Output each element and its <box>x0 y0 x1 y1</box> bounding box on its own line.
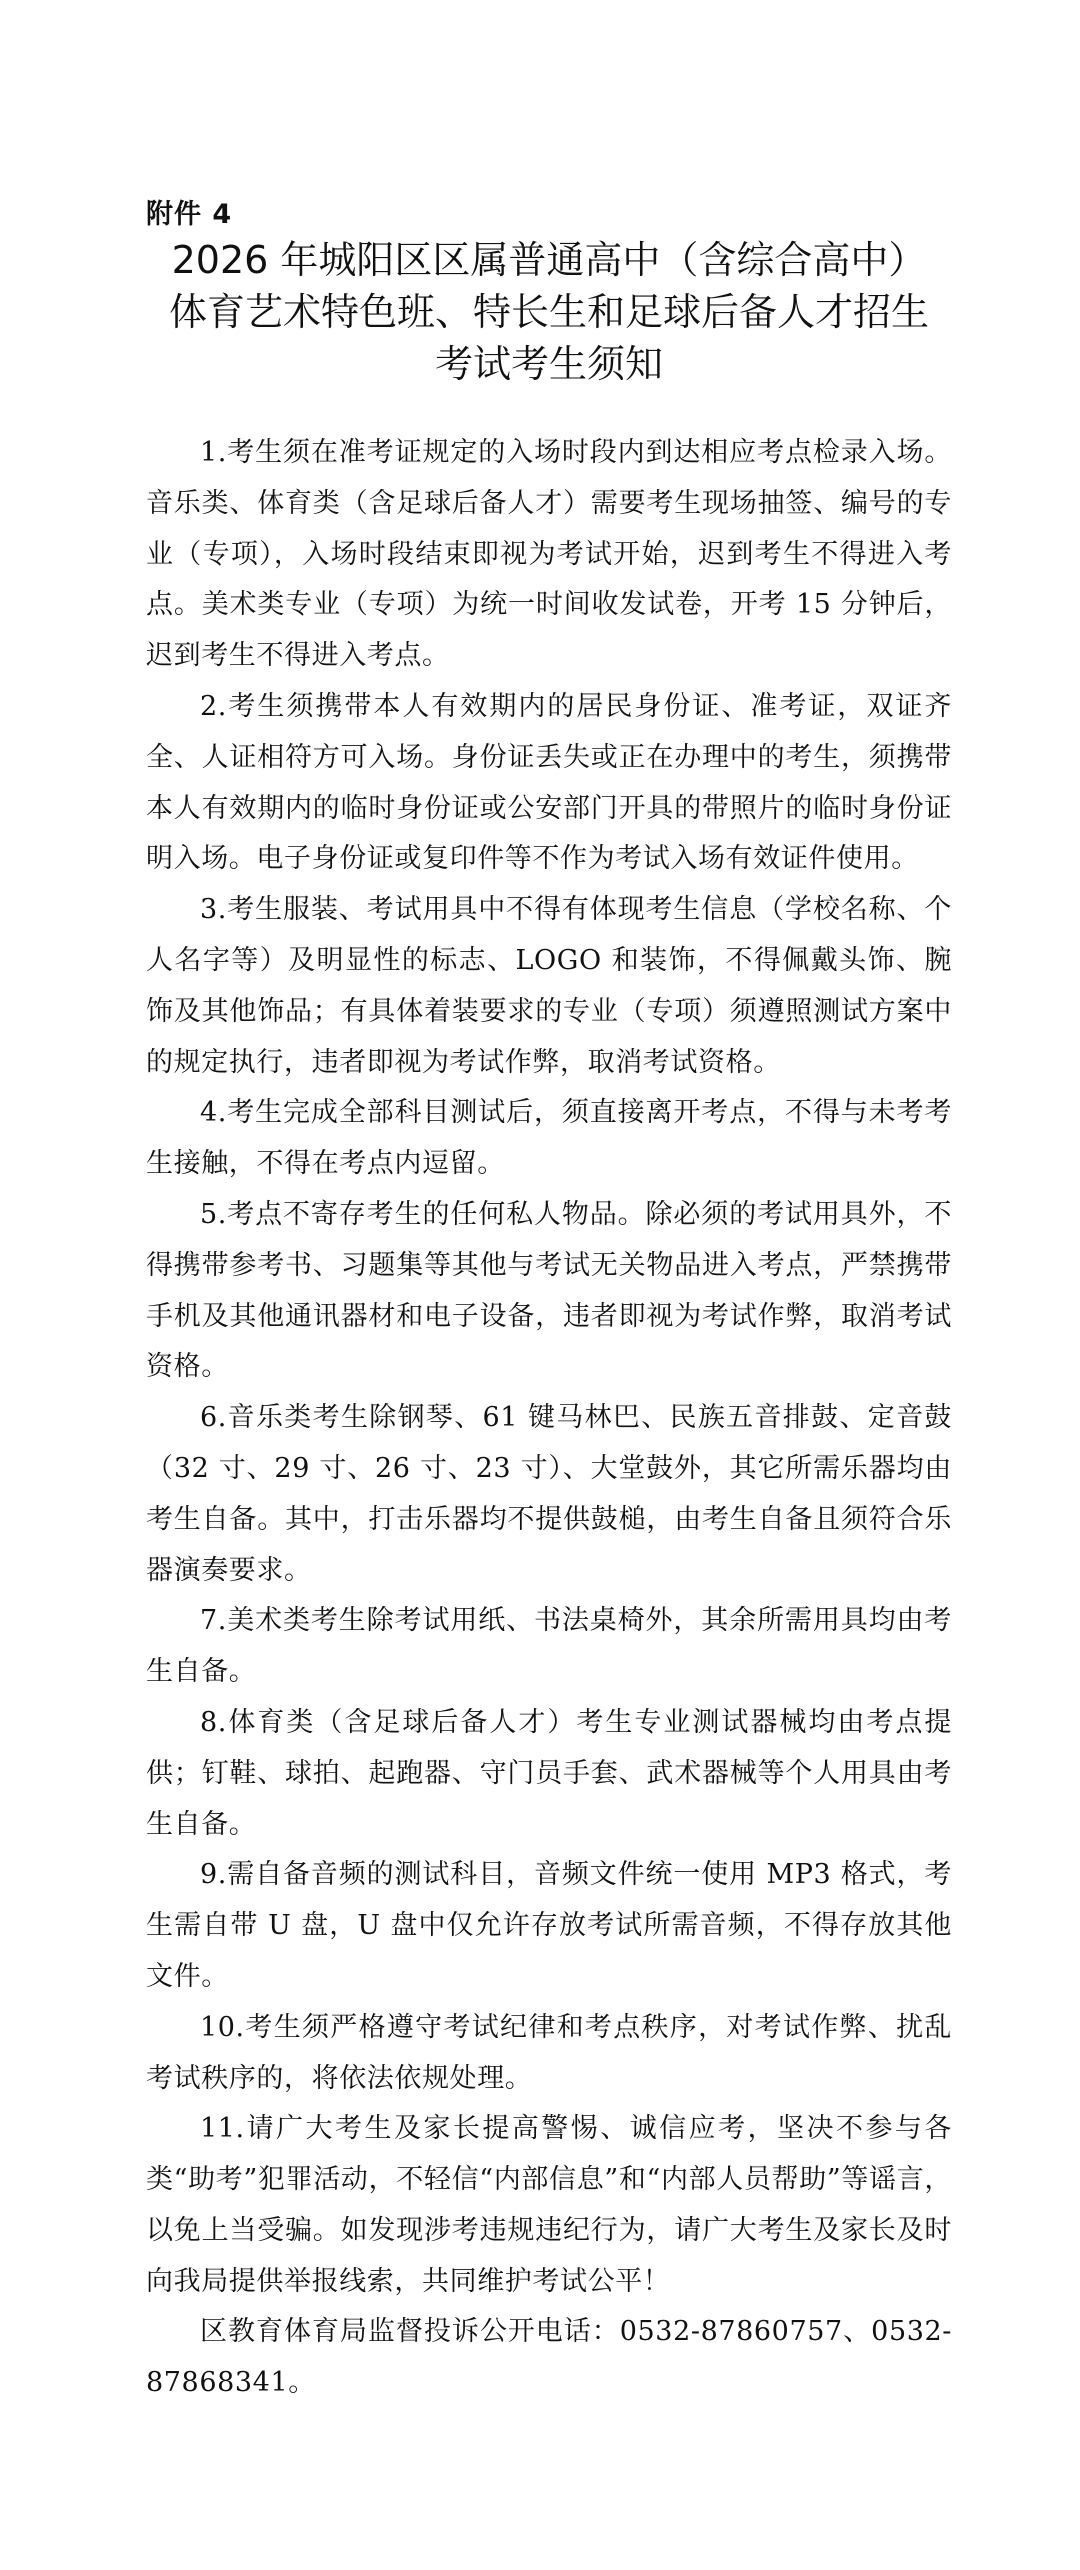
paragraph-1: 1.考生须在准考证规定的入场时段内到达相应考点检录入场。音乐类、体育类（含足球后备人才）需要考生现场抽签、编号的专业（专项），入场时段结束即视为考试开始，迟到考生不得进入考点。美术类专业（专项）为统一时间收发试卷，开考 15 分钟后，迟到考生不得进入考点。 <box>146 437 952 672</box>
paragraph-7: 7.美术类考生除考试用纸、书法桌椅外，其余所需用具均由考生自备。 <box>146 1605 952 1688</box>
paragraph-3: 3.考生服装、考试用具中不得有体现考生信息（学校名称、个人名字等）及明显性的标志、LOGO 和装饰，不得佩戴头饰、腕饰及其他饰品；有具体着装要求的专业（专项）须遵照测试方案中的规定执行，违者即视为考试作弊，取消考试资格。 <box>146 894 952 1078</box>
paragraph-8: 8.体育类（含足球后备人才）考生专业测试器械均由考点提供；钉鞋、球拍、起跑器、守门员手套、武术器械等个人用具由考生自备。 <box>146 1706 952 1840</box>
paragraph-11: 11.请广大考生及家长提高警惕、诚信应考，坚决不参与各类“助考”犯罪活动，不轻信“内部信息”和“内部人员帮助”等谣言，以免上当受骗。如发现涉考违规违纪行为，请广大考生及家长及时向我局提供举报线索，共同维护考试公平！ <box>146 2113 952 2297</box>
paragraph-6: 6.音乐类考生除钢琴、61 键马林巴、民族五音排鼓、定音鼓（32 寸、29 寸、26 寸、23 寸）、大堂鼓外，其它所需乐器均由考生自备。其中，打击乐器均不提供鼓槌，由考生自备且须符合乐器演奏要求。 <box>146 1402 952 1586</box>
paragraph-5: 5.考点不寄存考生的任何私人物品。除必须的考试用具外，不得携带参考书、习题集等其他与考试无关物品进入考点，严禁携带手机及其他通讯器材和电子设备，违者即视为考试作弊，取消考试资格。 <box>146 1198 952 1383</box>
paragraph-9: 9.需自备音频的测试科目，音频文件统一使用 MP3 格式，考生需自带 U 盘，U 盘中仅允许存放考试所需音频，不得存放其他文件。 <box>146 1859 952 1992</box>
title-line: 考试考生须知 <box>434 342 663 386</box>
document-body <box>146 428 952 2409</box>
title-line: 2026 年城阳区区属普通高中（含综合高中） <box>171 238 927 282</box>
paragraph-4: 4.考生完成全部科目测试后，须直接离开考点，不得与未考考生接触，不得在考点内逗留。 <box>146 1097 952 1180</box>
paragraph-10: 10.考生须严格遵守考试纪律和考点秩序，对考试作弊、扰乱考试秩序的，将依法依规处理。 <box>146 2011 952 2094</box>
attachment-label: 附件 4 <box>146 199 233 230</box>
complaint-hotline: 区教育体育局监督投诉公开电话：0532-87860757、0532-87868341。 <box>146 2316 952 2399</box>
paragraph-2: 2.考生须携带本人有效期内的居民身份证、准考证，双证齐全、人证相符方可入场。身份证丢失或正在办理中的考生，须携带本人有效期内的临时身份证或公安部门开具的带照片的临时身份证明入场。电子身份证或复印件等不作为考试入场有效证件使用。 <box>146 690 952 875</box>
title-line: 体育艺术特色班、特长生和足球后备人才招生 <box>168 290 929 334</box>
document-title <box>146 234 952 390</box>
